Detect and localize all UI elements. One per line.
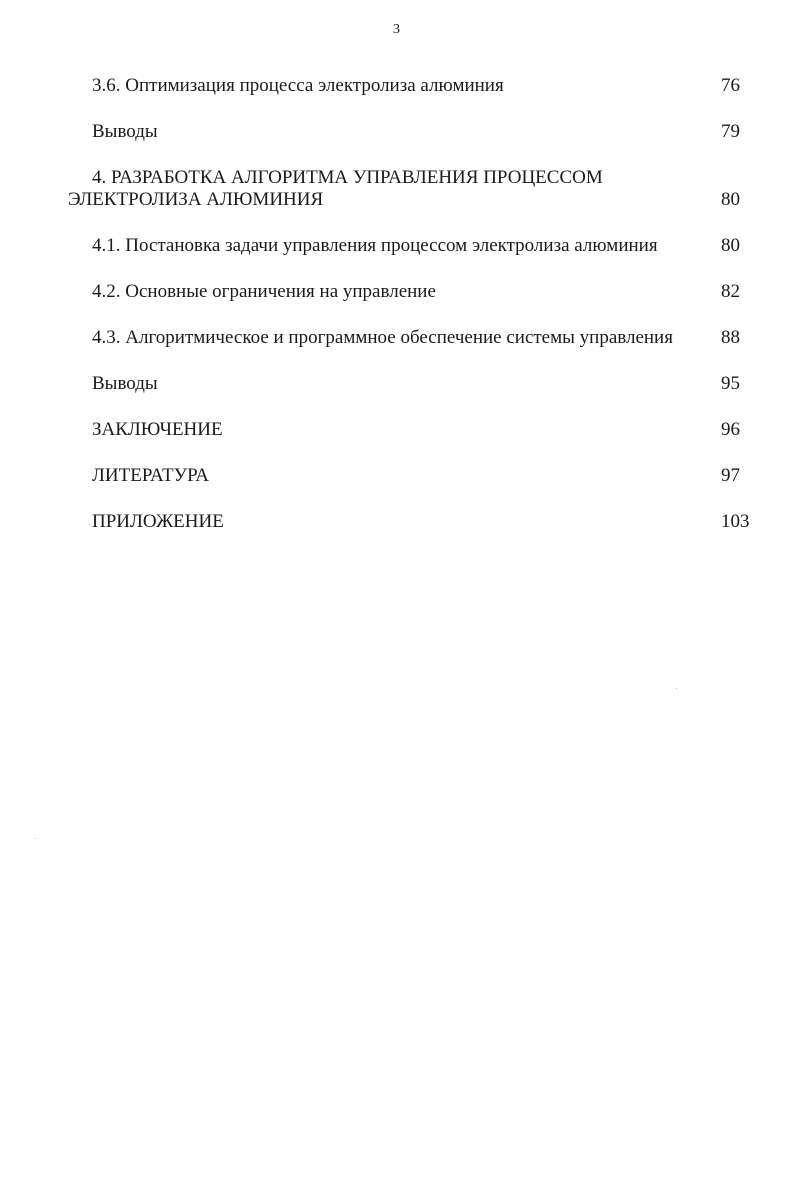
toc-entry [0,235,793,259]
toc-entry [0,419,793,443]
toc-entry-title: 4.2. Основные ограничения на управление [92,281,436,302]
toc-entry [0,373,793,397]
toc-entry-title: Выводы [92,373,158,394]
toc-entry [0,121,793,145]
toc-entry-page: 80 [721,235,740,256]
toc-entry-page: 96 [721,419,740,440]
toc-entry-page: 97 [721,465,740,486]
toc-entry-page: 80 [721,189,740,210]
toc-chapter-title-line1: 4. РАЗРАБОТКА АЛГОРИТМА УПРАВЛЕНИЯ ПРОЦЕССОМ [92,167,603,188]
toc-entry [0,511,793,535]
scan-speck [35,838,36,839]
toc-entry-page: 88 [721,327,740,348]
page-number: 3 [393,22,400,37]
toc-entry [0,281,793,305]
toc-entry-page: 103 [721,511,750,532]
toc-entry [0,327,793,351]
toc-entry-title: 4.1. Постановка задачи управления процессом электролиза алюминия [92,235,658,256]
toc-entry-title: ПРИЛОЖЕНИЕ [92,511,224,532]
toc-entry-title: ЛИТЕРАТУРА [92,465,209,486]
toc-entry-title: ЗАКЛЮЧЕНИЕ [92,419,223,440]
toc-entry-title: 3.6. Оптимизация процесса электролиза алюминия [92,75,504,96]
toc-entry-page: 76 [721,75,740,96]
toc-chapter-title-line2: ЭЛЕКТРОЛИЗА АЛЮМИНИЯ [68,189,324,210]
toc-entry-title: Выводы [92,121,158,142]
toc-entry-title: 4.3. Алгоритмическое и программное обеспечение системы управления [92,327,673,348]
toc-entry-page: 82 [721,281,740,302]
toc-chapter-entry [0,167,793,215]
toc-entry-page: 79 [721,121,740,142]
toc-entry-page: 95 [721,373,740,394]
toc-entry [0,465,793,489]
toc-entry [0,75,793,99]
scan-speck [676,688,677,689]
